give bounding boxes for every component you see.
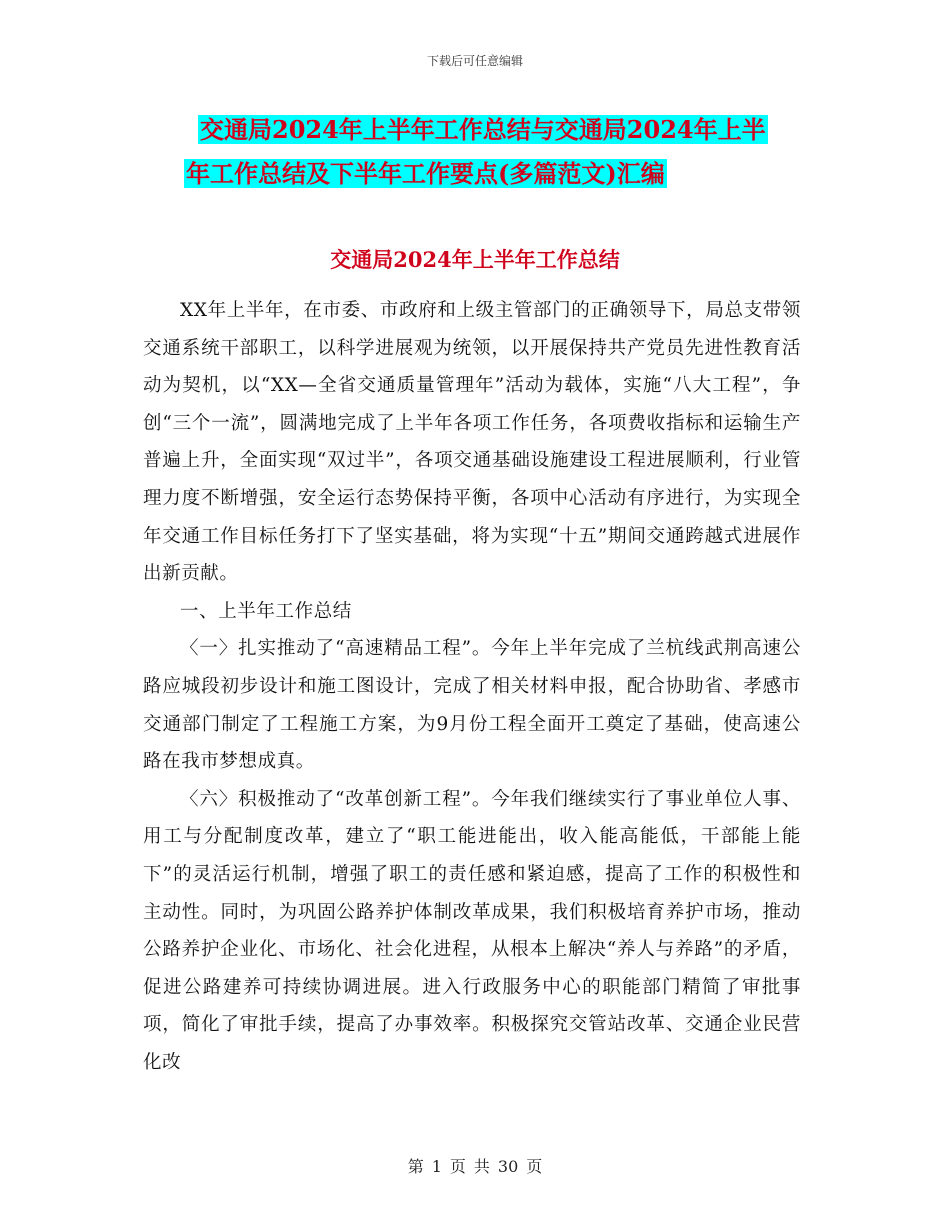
page-footer	[0, 1154, 950, 1177]
header-note: 下载后可任意编辑	[426, 54, 523, 68]
section-title: 交通局2024年上半年工作总结	[330, 247, 620, 272]
document-title	[186, 108, 818, 196]
heading-first-half-summary: 一、上半年工作总结	[180, 600, 352, 622]
title-line-2: 年工作总结及下半年工作要点(多篇范文)汇编	[186, 159, 665, 188]
paragraph-reform-project: 〈六〉积极推动了“改革创新工程”。今年我们继续实行了事业单位人事、用工与分配制度改革，建立了“职工能进能出，收入能高能低，干部能上能下”的灵活运行机制，增强了职工的责任感和紧迫感，提高了工作的积极性和主动性。同时，为巩固公路养护体制改革成果，我们积极培育养护市场，推动公路养护企业化、市场化、社会化进程，从根本上解决“养人与养路”的矛盾，促进公路建养可持续协调进展。进入行政服务中心的职能部门精简了审批事项，简化了审批手续，提高了办事效率。积极探究交管站改革、交通企业民营化改	[143, 788, 801, 1073]
footer-prefix: 第	[407, 1157, 424, 1176]
paragraph-highway-project: 〈一〉扎实推动了“高速精品工程”。今年上半年完成了兰杭线武荆高速公路应城段初步设计和施工图设计，完成了相关材料申报，配合协助省、孝感市交通部门制定了工程施工方案，为9月份工程全面开工奠定了基础，使高速公路在我市梦想成真。	[143, 638, 801, 773]
paragraph-intro: XX年上半年，在市委、市政府和上级主管部门的正确领导下，局总支带领交通系统干部职工，以科学进展观为统领，以开展保持共产党员先进性教育活动为契机，以“XX—全省交通质量管理年”活动为载体，实施“八大工程”，争创“三个一流”，圆满地完成了上半年各项工作任务，各项费收指标和运输生产普遍上升，全面实现“双过半”，各项交通基础设施建设工程进展顺利，行业管理力度不断增强，安全运行态势保持平衡，各项中心活动有序进行，为实现全年交通工作目标任务打下了坚实基础，将为实现“十五”期间交通跨越式进展作出新贡献。	[143, 300, 801, 585]
body-text	[143, 292, 801, 1081]
title-line-1: 交通局2024年上半年工作总结与交通局2024年上半	[200, 115, 766, 144]
page-number: 1	[431, 1157, 442, 1176]
footer-total-prefix: 共	[473, 1157, 490, 1176]
footer-mid: 页	[449, 1157, 466, 1176]
footer-suffix: 页	[526, 1157, 543, 1176]
page-total: 30	[497, 1157, 519, 1176]
